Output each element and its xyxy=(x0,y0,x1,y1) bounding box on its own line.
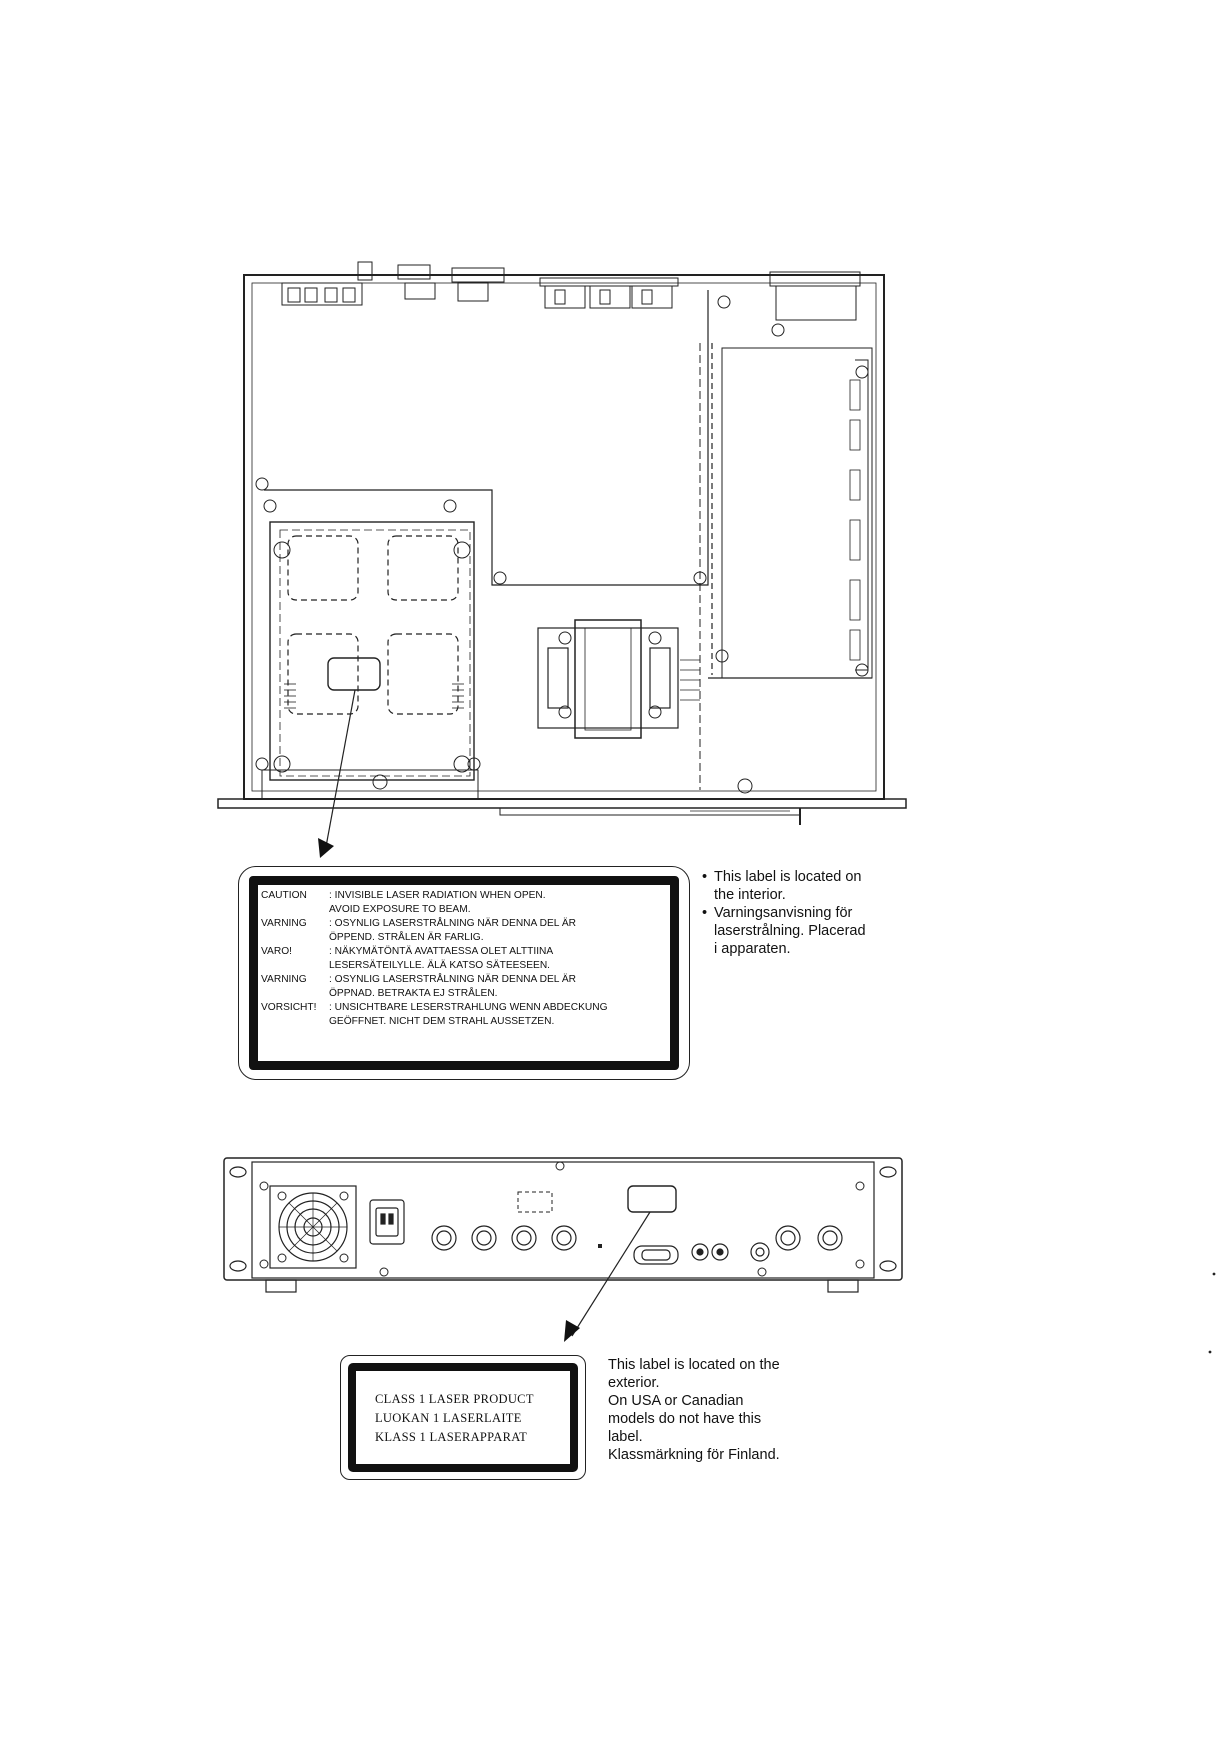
exterior-note-line: On USA or Canadian models do not have this label. xyxy=(608,1393,762,1445)
class-label-line: LUOKAN 1 LASERLAITE xyxy=(375,1411,522,1425)
caution-row: CAUTION : INVISIBLE LASER RADIATION WHEN OPEN. AVOID EXPOSURE TO BEAM. xyxy=(261,890,546,915)
class-label-line: KLASS 1 LASERAPPARAT xyxy=(375,1430,528,1444)
rear-connectors-row xyxy=(282,262,860,320)
chassis-outline xyxy=(244,275,884,799)
caution-label xyxy=(238,866,690,1080)
interior-arrowhead xyxy=(318,838,334,858)
class-1-laser-label xyxy=(340,1355,586,1480)
rack-ears xyxy=(224,1158,902,1280)
exterior-note xyxy=(608,1356,780,1464)
front-panel xyxy=(218,799,906,808)
exterior-arrowhead xyxy=(564,1320,580,1342)
rca-jacks xyxy=(692,1243,769,1261)
caution-row: VARNING : OSYNLIG LASERSTRÅLNING NÄR DENNA DEL ÄR ÖPPNAD. BETRAKTA EJ STRÅLEN. xyxy=(261,974,577,999)
caution-row: VARNING : OSYNLIG LASERSTRÅLNING NÄR DENNA DEL ÄR ÖPPEND. STRÅLEN ÄR FARLIG. xyxy=(261,918,577,943)
class-label-line: CLASS 1 LASER PRODUCT xyxy=(375,1392,534,1406)
cd-mechanism xyxy=(262,522,478,798)
exterior-note-line: This label is located on the exterior. xyxy=(608,1357,780,1391)
cooling-fan xyxy=(270,1186,356,1268)
serial-port xyxy=(634,1246,678,1264)
class-label-marker xyxy=(628,1186,676,1212)
interior-note-item: • This label is located on the interior. xyxy=(702,869,862,903)
label-position-dashed xyxy=(518,1192,552,1212)
exterior-note-line: Klassmärkning för Finland. xyxy=(608,1447,780,1463)
caution-row: VARO! : NÄKYMÄTÖNTÄ AVATTAESSA OLET ALTTIINA LESERSÄTEILYLLE. ÄLÄ KATSO SÄTEESEEN. xyxy=(261,946,554,971)
transformer xyxy=(538,620,700,738)
class-label-text xyxy=(375,1390,534,1447)
power-board xyxy=(722,348,872,678)
screws xyxy=(256,296,868,793)
caution-label-marker xyxy=(328,658,380,690)
interior-note xyxy=(702,868,866,958)
interior-note-item: • Varningsanvisning för laserstrålning. Placerad i apparaten. xyxy=(702,905,866,957)
caution-row: VORSICHT! : UNSICHTBARE LESERSTRAHLUNG WENN ABDECKUNG GEÖFFNET. NICHT DEM STRAHL AUSSETZEN. xyxy=(261,1002,608,1027)
exterior-leader-line xyxy=(572,1212,650,1336)
ac-inlet xyxy=(370,1200,404,1244)
caution-text xyxy=(261,889,608,1029)
xlr-connectors xyxy=(432,1226,842,1250)
